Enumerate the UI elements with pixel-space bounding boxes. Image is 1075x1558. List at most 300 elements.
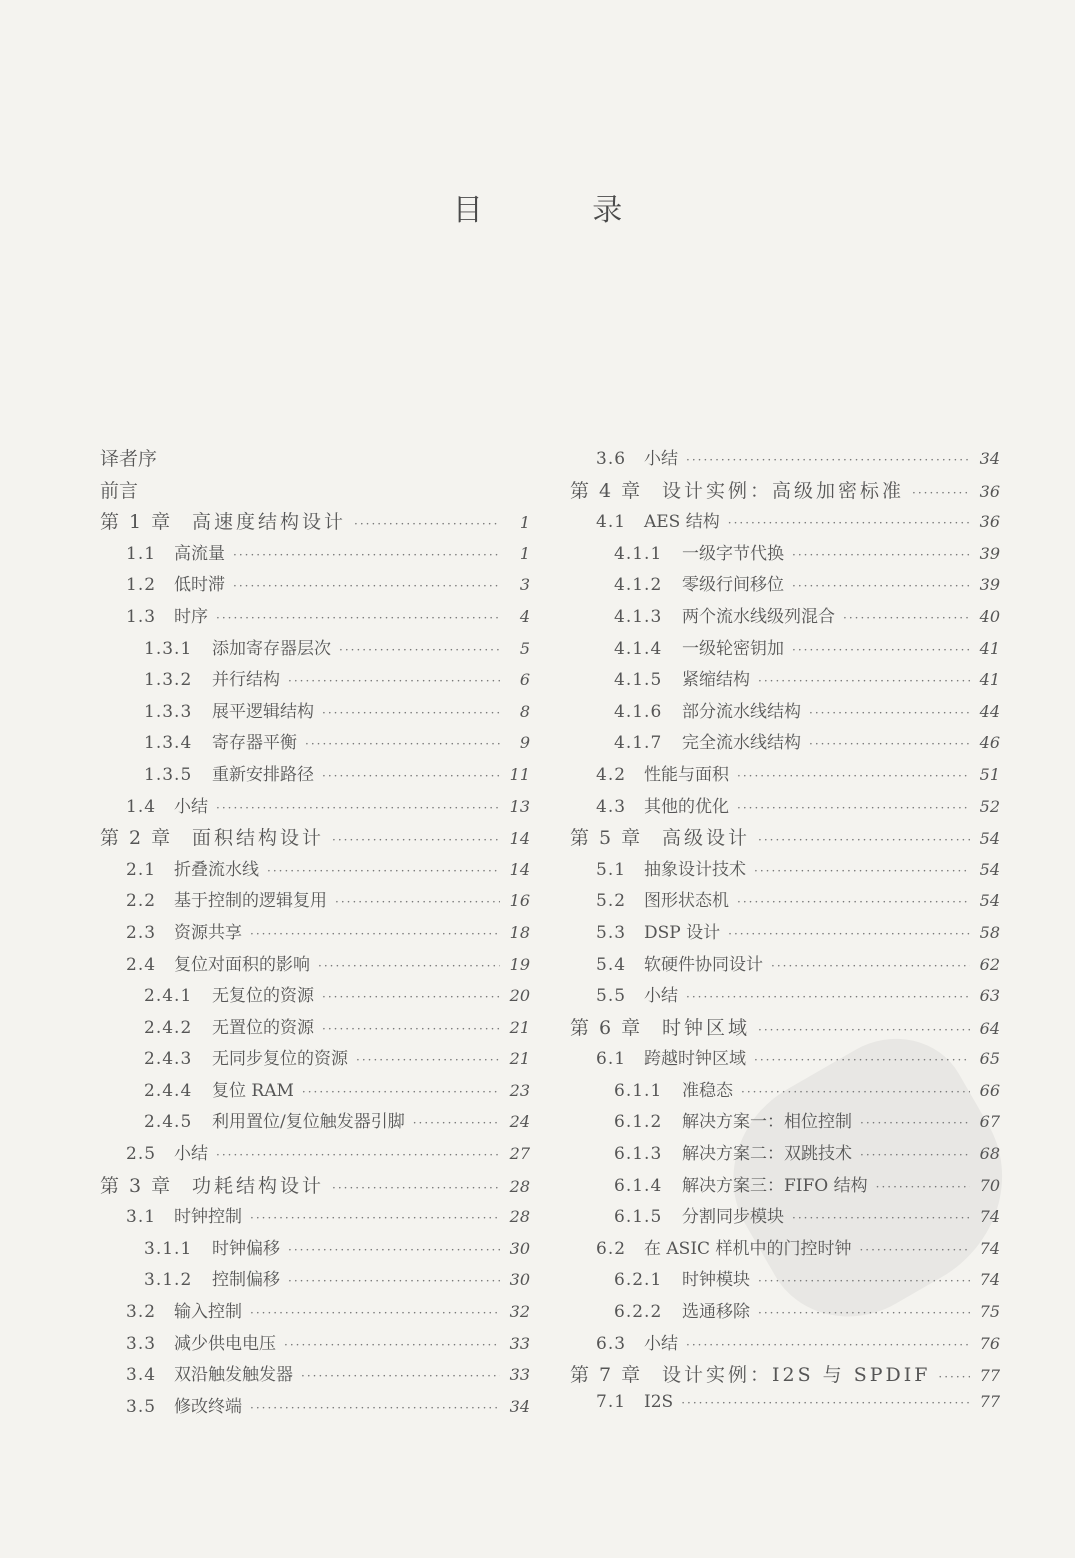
entry-page-number: 30 <box>509 1238 530 1258</box>
toc-entry <box>100 539 530 571</box>
toc-chapter-entry <box>570 476 1000 508</box>
dot-leader <box>250 1401 500 1415</box>
entry-title: 小结 <box>644 1333 678 1354</box>
entry-page-number: 19 <box>509 954 530 974</box>
entry-page-number: 34 <box>979 449 1000 468</box>
entry-title: 一级轮密钥加 <box>682 638 784 659</box>
entry-page-number: 54 <box>979 859 1000 879</box>
dot-leader <box>250 927 500 941</box>
entry-title: 无置位的资源 <box>212 1017 314 1038</box>
toc-entry <box>100 886 530 918</box>
toc-chapter-entry <box>570 1360 1000 1392</box>
toc-chapter-entry <box>100 1171 530 1203</box>
dot-leader <box>792 1211 970 1225</box>
entry-page-number: 76 <box>979 1333 1000 1353</box>
entry-number: 2.4.5 <box>144 1112 193 1133</box>
entry-number: 第 7 章 <box>570 1364 643 1387</box>
entry-title: 折叠流水线 <box>174 859 259 880</box>
entry-page-number: 65 <box>979 1049 1000 1069</box>
entry-number: 6.1.3 <box>614 1144 663 1165</box>
entry-page-number: 13 <box>509 796 530 816</box>
entry-title: 寄存器平衡 <box>212 733 297 754</box>
entry-number: 2.4 <box>126 954 157 975</box>
toc-left-column <box>100 444 530 1423</box>
dot-leader <box>216 801 500 815</box>
entry-number: 2.4.4 <box>144 1080 193 1101</box>
entry-number: 第 3 章 <box>100 1174 173 1197</box>
entry-page-number: 34 <box>509 1396 530 1416</box>
dot-leader <box>288 1274 500 1288</box>
page-title: 目 录 <box>452 193 673 228</box>
entry-number: 6.2.1 <box>614 1270 663 1291</box>
toc-entry <box>570 507 1000 539</box>
entry-page-number: 54 <box>979 829 1000 849</box>
dot-leader <box>284 1338 500 1352</box>
entry-title: 小结 <box>174 1144 208 1165</box>
entry-page-number: 74 <box>979 1238 1000 1258</box>
entry-title: 时钟控制 <box>174 1207 242 1228</box>
toc-entry <box>570 634 1000 666</box>
entry-page-number: 70 <box>979 1175 1000 1195</box>
toc-entry <box>570 665 1000 697</box>
entry-page-number: 32 <box>509 1302 530 1322</box>
dot-leader <box>771 959 970 973</box>
entry-number: 2.3 <box>126 922 157 943</box>
toc-entry <box>100 1329 530 1361</box>
entry-page-number: 6 <box>519 670 530 690</box>
entry-title: 修改终端 <box>174 1396 242 1417</box>
toc-chapter-entry <box>100 507 530 539</box>
entry-page-number: 77 <box>979 1366 1000 1386</box>
entry-page-number: 36 <box>979 512 1000 532</box>
entry-page-number: 14 <box>509 829 530 849</box>
entry-title: 小结 <box>644 986 678 1007</box>
dot-leader <box>322 1022 500 1036</box>
entry-number: 第 6 章 <box>570 1016 643 1039</box>
entry-number: 6.3 <box>596 1333 627 1354</box>
dot-leader <box>938 1370 970 1384</box>
dot-leader <box>250 1306 500 1320</box>
entry-number: 第 4 章 <box>570 479 643 502</box>
dot-leader <box>322 706 500 720</box>
entry-number: 6.1.4 <box>614 1175 663 1196</box>
toc-entry <box>100 918 530 950</box>
entry-page-number: 36 <box>979 481 1000 501</box>
dot-leader <box>216 1148 500 1162</box>
entry-page-number: 41 <box>979 670 1000 690</box>
toc-entry <box>100 981 530 1013</box>
entry-number: 3.1 <box>126 1207 157 1228</box>
dot-leader <box>233 548 500 562</box>
dot-leader <box>332 833 500 847</box>
entry-page-number: 64 <box>979 1018 1000 1038</box>
entry-page-number: 46 <box>979 733 1000 753</box>
entry-title: 选通移除 <box>682 1302 750 1323</box>
entry-page-number: 58 <box>979 922 1000 942</box>
entry-title: 复位对面积的影响 <box>174 954 310 975</box>
entry-number: 1.3 <box>126 606 157 627</box>
toc-entry <box>100 760 530 792</box>
entry-title: 高速度结构设计 <box>192 511 347 534</box>
entry-number: 3.5 <box>126 1396 157 1417</box>
entry-page-number: 27 <box>509 1144 530 1164</box>
toc-right-column <box>570 444 1000 1423</box>
dot-leader <box>322 990 500 1004</box>
toc-entry <box>100 634 530 666</box>
entry-title: 时钟偏移 <box>212 1238 280 1259</box>
toc-entry <box>100 1297 530 1329</box>
entry-number: 1.3.1 <box>144 638 193 659</box>
entry-number: 6.1.1 <box>614 1080 663 1101</box>
toc-entry <box>570 1392 1000 1424</box>
dot-leader <box>318 959 500 973</box>
dot-leader <box>809 706 970 720</box>
toc-entry <box>570 1329 1000 1361</box>
entry-title: 译者序 <box>100 448 158 470</box>
entry-title: DSP 设计 <box>644 922 721 943</box>
toc-entry <box>570 1234 1000 1266</box>
entry-title: 复位 RAM <box>212 1080 294 1101</box>
entry-title: 软硬件协同设计 <box>644 954 763 975</box>
entry-number: 第 2 章 <box>100 827 173 850</box>
entry-title: 时钟模块 <box>682 1270 750 1291</box>
dot-leader <box>301 1369 500 1383</box>
dot-leader <box>758 674 970 688</box>
entry-title: 高级设计 <box>662 827 751 850</box>
entry-title: 解决方案二：双跳技术 <box>682 1144 852 1165</box>
entry-page-number: 74 <box>979 1270 1000 1290</box>
entry-title: 小结 <box>174 796 208 817</box>
toc-entry <box>570 697 1000 729</box>
entry-page-number: 1 <box>519 543 530 563</box>
dot-leader <box>250 1211 500 1225</box>
entry-title: 抽象设计技术 <box>644 859 746 880</box>
dot-leader <box>860 1148 970 1162</box>
entry-page-number: 3 <box>519 575 530 595</box>
entry-title: 一级字节代换 <box>682 543 784 564</box>
toc-entry <box>570 1202 1000 1234</box>
dot-leader <box>686 1338 970 1352</box>
toc-entry <box>100 1044 530 1076</box>
entry-number: 5.4 <box>596 954 627 975</box>
entry-title: 小结 <box>644 449 678 469</box>
dot-leader <box>686 990 970 1004</box>
toc-entry <box>570 1265 1000 1297</box>
entry-number: 4.1 <box>596 512 627 533</box>
toc-chapter-entry <box>570 1013 1000 1045</box>
dot-leader <box>792 548 970 562</box>
dot-leader <box>681 1396 970 1410</box>
entry-page-number: 11 <box>509 764 530 784</box>
entry-title: 面积结构设计 <box>192 827 325 850</box>
dot-leader <box>912 486 970 500</box>
entry-title: 时钟区域 <box>662 1016 751 1039</box>
entry-title: 零级行间移位 <box>682 575 784 596</box>
entry-title: 解决方案一：相位控制 <box>682 1112 852 1133</box>
toc-entry <box>570 950 1000 982</box>
entry-title: AES 结构 <box>644 512 720 533</box>
entry-title: 添加寄存器层次 <box>212 638 331 659</box>
toc-entry <box>100 570 530 602</box>
entry-page-number: 54 <box>979 891 1000 911</box>
dot-leader <box>335 895 500 909</box>
toc-entry <box>100 1360 530 1392</box>
entry-page-number: 28 <box>509 1207 530 1227</box>
entry-number: 4.2 <box>596 764 627 785</box>
entry-title: 高流量 <box>174 543 225 564</box>
toc-entry <box>570 602 1000 634</box>
entry-number: 3.1.1 <box>144 1238 193 1259</box>
toc-entry <box>100 792 530 824</box>
toc-entry <box>100 665 530 697</box>
entry-page-number: 9 <box>519 733 530 753</box>
entry-number: 1.1 <box>126 543 157 564</box>
entry-title: 性能与面积 <box>644 764 729 785</box>
toc-entry <box>100 1202 530 1234</box>
toc-entry <box>570 1044 1000 1076</box>
entry-page-number: 40 <box>979 606 1000 626</box>
dot-leader <box>859 1243 970 1257</box>
entry-number: 1.3.5 <box>144 764 193 785</box>
toc-entry <box>570 918 1000 950</box>
toc-entry <box>570 792 1000 824</box>
dot-leader <box>758 1274 970 1288</box>
entry-page-number: 30 <box>509 1270 530 1290</box>
entry-number: 第 5 章 <box>570 827 643 850</box>
toc-entry <box>100 1076 530 1108</box>
toc-entry <box>570 570 1000 602</box>
dot-leader <box>876 1180 970 1194</box>
entry-title: 图形状态机 <box>644 891 729 912</box>
entry-title: 无复位的资源 <box>212 986 314 1007</box>
dot-leader <box>302 1085 500 1099</box>
entry-page-number: 41 <box>979 638 1000 658</box>
entry-title: 解决方案三：FIFO 结构 <box>682 1175 868 1196</box>
entry-page-number: 8 <box>519 701 530 721</box>
entry-number: 2.4.2 <box>144 1017 193 1038</box>
entry-number: 5.1 <box>596 859 627 880</box>
toc-entry <box>570 1297 1000 1329</box>
entry-title: 利用置位/复位触发器引脚 <box>212 1112 405 1133</box>
toc-entry <box>100 1265 530 1297</box>
entry-number: 4.1.7 <box>614 733 663 754</box>
entry-title: 部分流水线结构 <box>682 701 801 722</box>
entry-page-number: 20 <box>509 986 530 1006</box>
entry-page-number: 75 <box>979 1302 1000 1322</box>
dot-leader <box>758 1306 970 1320</box>
entry-page-number: 23 <box>509 1080 530 1100</box>
entry-title: 并行结构 <box>212 670 280 691</box>
dot-leader <box>737 769 970 783</box>
entry-title: 设计实例：I2S 与 SPDIF <box>662 1364 931 1387</box>
toc-entry <box>100 728 530 760</box>
entry-number: 4.3 <box>596 796 627 817</box>
entry-page-number: 39 <box>979 575 1000 595</box>
entry-number: 3.3 <box>126 1333 157 1354</box>
entry-number: 4.1.6 <box>614 701 663 722</box>
toc-entry <box>570 444 1000 476</box>
toc-entry <box>100 855 530 887</box>
entry-page-number: 16 <box>509 891 530 911</box>
entry-number: 2.4.1 <box>144 986 193 1007</box>
dot-leader <box>809 737 970 751</box>
entry-number: 6.2 <box>596 1238 627 1259</box>
toc-entry <box>570 1076 1000 1108</box>
dot-leader <box>728 927 970 941</box>
entry-number: 3.6 <box>596 449 627 469</box>
entry-page-number: 24 <box>509 1112 530 1132</box>
dot-leader <box>792 579 970 593</box>
dot-leader <box>728 516 970 530</box>
entry-number: 2.2 <box>126 891 157 912</box>
dot-leader <box>860 1116 970 1130</box>
entry-number: 6.2.2 <box>614 1302 663 1323</box>
entry-page-number: 77 <box>979 1391 1000 1411</box>
toc-entry <box>570 855 1000 887</box>
entry-title: 设计实例：高级加密标准 <box>662 479 905 502</box>
entry-title: 减少供电电压 <box>174 1333 276 1354</box>
dot-leader <box>288 1243 500 1257</box>
entry-number: 2.5 <box>126 1144 157 1165</box>
toc-entry <box>570 886 1000 918</box>
dot-leader <box>792 643 970 657</box>
entry-page-number: 4 <box>519 606 530 626</box>
toc-entry <box>100 697 530 729</box>
entry-title: 在 ASIC 样机中的门控时钟 <box>644 1238 852 1259</box>
dot-leader <box>758 1023 970 1037</box>
entry-number: 7.1 <box>596 1391 627 1412</box>
entry-title: 完全流水线结构 <box>682 733 801 754</box>
entry-number: 1.3.2 <box>144 670 193 691</box>
entry-number: 4.1.1 <box>614 543 663 564</box>
toc-entry <box>100 1107 530 1139</box>
entry-page-number: 21 <box>509 1017 530 1037</box>
entry-page-number: 67 <box>979 1112 1000 1132</box>
dot-leader <box>843 611 970 625</box>
entry-number: 6.1 <box>596 1049 627 1070</box>
dot-leader <box>332 1181 500 1195</box>
dot-leader <box>305 737 500 751</box>
entry-title: 准稳态 <box>682 1080 733 1101</box>
toc-entry <box>570 539 1000 571</box>
entry-page-number: 33 <box>509 1333 530 1353</box>
entry-number: 4.1.3 <box>614 606 663 627</box>
dot-leader <box>339 643 500 657</box>
entry-number: 1.2 <box>126 575 157 596</box>
entry-page-number: 74 <box>979 1207 1000 1227</box>
entry-title: 无同步复位的资源 <box>212 1049 348 1070</box>
dot-leader <box>356 1053 500 1067</box>
entry-page-number: 18 <box>509 922 530 942</box>
entry-title: 双沿触发触发器 <box>174 1365 293 1386</box>
entry-page-number: 44 <box>979 701 1000 721</box>
toc-entry <box>570 760 1000 792</box>
entry-number: 5.5 <box>596 986 627 1007</box>
dot-leader <box>754 1053 970 1067</box>
toc-entry <box>100 1139 530 1171</box>
entry-title: 低时滞 <box>174 575 225 596</box>
dot-leader <box>413 1116 500 1130</box>
entry-page-number: 68 <box>979 1144 1000 1164</box>
entry-title: 紧缩结构 <box>682 670 750 691</box>
dot-leader <box>267 864 500 878</box>
dot-leader <box>686 453 970 467</box>
toc-entry <box>100 444 530 476</box>
dot-leader <box>758 833 970 847</box>
entry-number: 4.1.2 <box>614 575 663 596</box>
entry-title: 基于控制的逻辑复用 <box>174 891 327 912</box>
entry-number: 1.3.4 <box>144 733 193 754</box>
entry-title: 前言 <box>100 479 139 502</box>
entry-page-number: 52 <box>979 796 1000 816</box>
dot-leader <box>288 674 500 688</box>
dot-leader <box>216 611 500 625</box>
entry-title: 重新安排路径 <box>212 764 314 785</box>
dot-leader <box>737 895 970 909</box>
dot-leader <box>233 579 500 593</box>
entry-number: 3.1.2 <box>144 1270 193 1291</box>
entry-title: 时序 <box>174 606 208 627</box>
toc-chapter-entry <box>100 823 530 855</box>
entry-page-number: 21 <box>509 1049 530 1069</box>
entry-title: 输入控制 <box>174 1302 242 1323</box>
entry-number: 4.1.5 <box>614 670 663 691</box>
entry-number: 1.4 <box>126 796 157 817</box>
entry-title: 展平逻辑结构 <box>212 701 314 722</box>
toc-entry <box>100 1013 530 1045</box>
entry-page-number: 62 <box>979 954 1000 974</box>
entry-title: 其他的优化 <box>644 796 729 817</box>
toc-entry <box>100 950 530 982</box>
entry-number: 6.1.2 <box>614 1112 663 1133</box>
dot-leader <box>354 517 500 531</box>
toc-entry <box>100 1392 530 1424</box>
toc-entry <box>570 728 1000 760</box>
toc-entry <box>570 981 1000 1013</box>
dot-leader <box>754 864 970 878</box>
entry-number: 3.4 <box>126 1365 157 1386</box>
entry-number: 5.2 <box>596 891 627 912</box>
dot-leader <box>737 801 970 815</box>
entry-page-number: 5 <box>519 638 530 658</box>
toc-entry <box>570 1139 1000 1171</box>
entry-number: 6.1.5 <box>614 1207 663 1228</box>
entry-title: I2S <box>644 1391 674 1412</box>
entry-number: 2.4.3 <box>144 1049 193 1070</box>
entry-page-number: 33 <box>509 1365 530 1385</box>
entry-page-number: 63 <box>979 986 1000 1006</box>
entry-page-number: 51 <box>979 764 1000 784</box>
dot-leader <box>322 769 500 783</box>
entry-title: 分割同步模块 <box>682 1207 784 1228</box>
entry-number: 1.3.3 <box>144 701 193 722</box>
entry-number: 5.3 <box>596 922 627 943</box>
entry-title: 功耗结构设计 <box>192 1174 325 1197</box>
entry-title: 跨越时钟区域 <box>644 1049 746 1070</box>
entry-number: 3.2 <box>126 1302 157 1323</box>
entry-number: 2.1 <box>126 859 157 880</box>
entry-title: 两个流水线级列混合 <box>682 606 835 627</box>
toc-entry <box>100 602 530 634</box>
toc-entry <box>570 1107 1000 1139</box>
entry-number: 第 1 章 <box>100 511 173 534</box>
entry-title: 资源共享 <box>174 922 242 943</box>
entry-page-number: 28 <box>509 1176 530 1196</box>
dot-leader <box>741 1085 970 1099</box>
entry-page-number: 14 <box>509 859 530 879</box>
entry-page-number: 1 <box>519 513 530 533</box>
toc-entry <box>100 476 530 508</box>
